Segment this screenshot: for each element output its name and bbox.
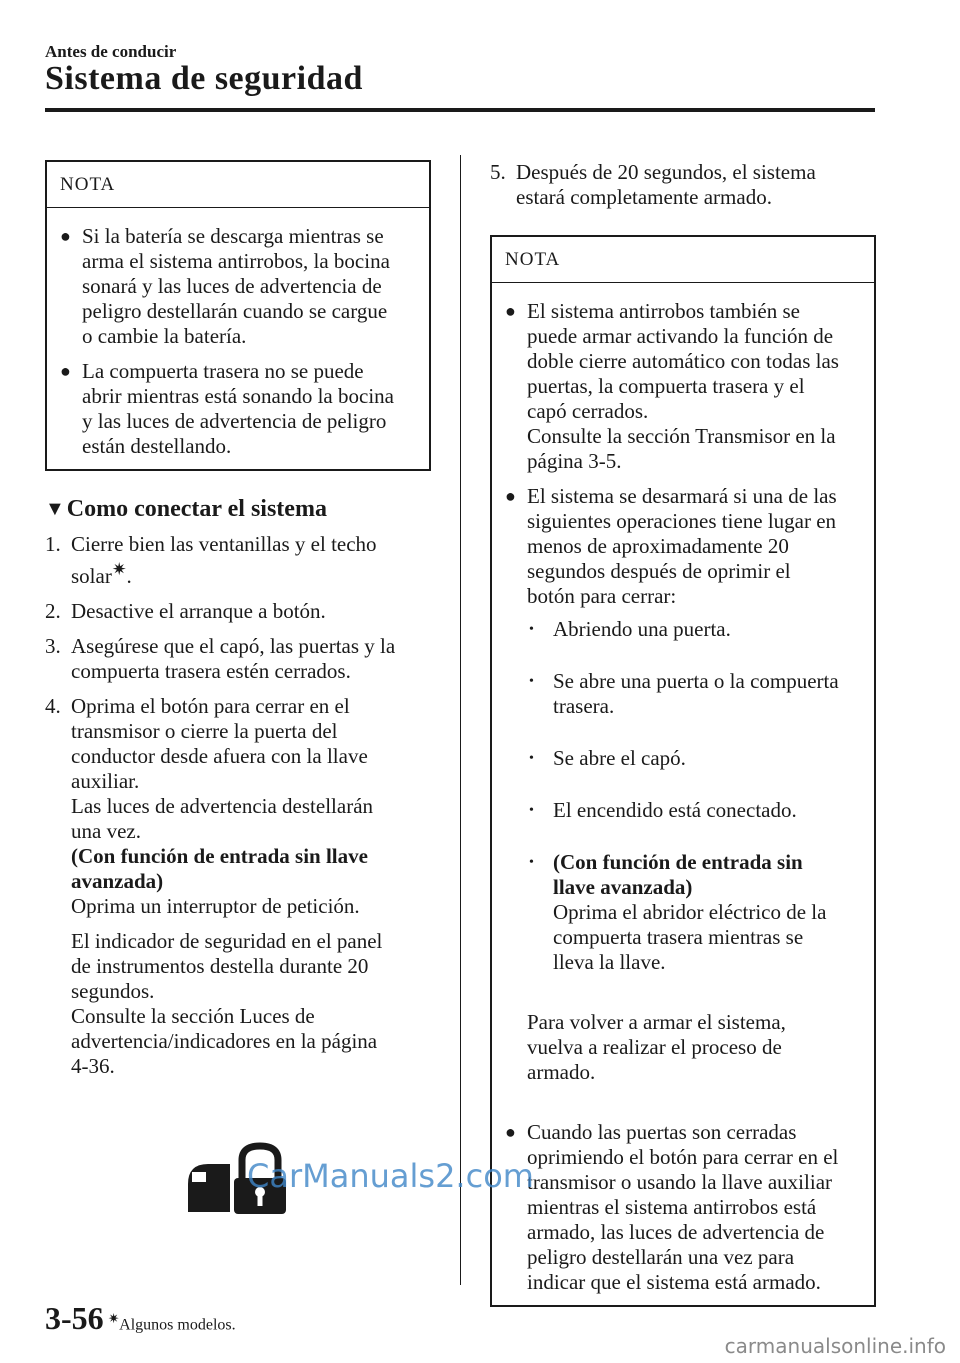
- bold-condition: (Con función de entrada sin llave avanzada): [71, 844, 368, 893]
- step-number: 2.: [45, 599, 61, 623]
- left-column: [45, 160, 431, 1079]
- note-bullet-text: El sistema antirrobos también se puede armar activando la función de doble cierre automático con todas las puertas, la compuerta trasera y el capó cerrados. Consulte la sección Transmisor en la página 3-5.: [527, 299, 839, 473]
- step-text: Cierre bien las ventanillas y el techo solar✷.: [71, 532, 377, 588]
- site-watermark: carmanualsonline.info: [724, 1334, 946, 1358]
- note-bullet-text: Cuando las puertas son cerradas oprimiendo el botón para cerrar en el transmisor o usando la llave auxiliar mientras el sistema antirrobos está armado, las luces de advertencia de peligro destellarán una vez para indicar que el sistema está armado.: [527, 1120, 839, 1294]
- bullet-icon: •: [529, 622, 534, 637]
- sub-item: • El encendido está conectado.: [529, 798, 797, 822]
- asterisk-icon: ✷: [108, 1311, 120, 1326]
- bullet-icon: •: [529, 803, 534, 818]
- note-label: NOTA: [47, 162, 429, 208]
- note-body: [47, 208, 429, 469]
- step-number: 1.: [45, 532, 61, 556]
- note-bullet: [505, 299, 864, 474]
- step-item: [45, 599, 431, 624]
- bullet-icon: •: [529, 855, 534, 870]
- note-label: NOTA: [492, 237, 874, 283]
- note-bullet-text: Si la batería se descarga mientras se arma el sistema antirrobos, la bocina sonará y las luces de advertencia de peligro destellarán cuando se cargue o cambie la batería.: [82, 224, 390, 348]
- note-bullet: [60, 224, 419, 349]
- section-heading: [45, 497, 431, 522]
- page-number: 3-56: [45, 1300, 104, 1336]
- section-label: Antes de conducir: [45, 42, 177, 61]
- note-bullet: [505, 1120, 864, 1295]
- bullet-icon: ●: [60, 361, 71, 381]
- sub-item: • Se abre una puerta o la compuerta trasera.: [529, 669, 839, 718]
- footnote: ✷Algunos modelos.: [108, 1311, 236, 1334]
- step-item: [45, 694, 431, 1079]
- note-body: [492, 283, 874, 1305]
- step-item: [490, 160, 876, 210]
- note-bullet: [505, 484, 864, 1110]
- note-box: [45, 160, 431, 471]
- bullet-icon: •: [529, 674, 534, 689]
- header-rule: [45, 108, 875, 112]
- note-bullet-text: El sistema se desarmará si una de las siguientes operaciones tiene lugar en menos de aproximadamente 20 segundos después de oprimir el botón para cerrar: • Abriendo una puerta. • Se abre una puerta o la compuerta trasera. • Se abre el capó. • El encendido está conectado. • (Con función de entrada sin llave avanzada) Oprima el abridor eléctrico de la compuerta trasera mientras se lleva la llave. Para volver a armar el sistema, vuelva a realizar el proceso de armado.: [527, 484, 864, 1110]
- bold-condition: (Con función de entrada sin llave avanzada): [553, 850, 803, 899]
- step-number: 4.: [45, 694, 61, 718]
- note-bullet: [60, 359, 419, 459]
- step-item: [45, 634, 431, 684]
- sub-item: • Se abre el capó.: [529, 746, 686, 770]
- triangle-down-icon: ▼: [45, 498, 65, 520]
- step-text: Asegúrese que el capó, las puertas y la compuerta trasera estén cerrados.: [71, 634, 396, 683]
- step-number: 5.: [490, 160, 506, 184]
- right-column: [490, 160, 876, 1307]
- watermark: CarManuals2.com: [247, 1157, 534, 1195]
- bullet-icon: ●: [60, 226, 71, 246]
- asterisk-icon: ✷: [111, 559, 127, 579]
- note-bullet-text: La compuerta trasera no se puede abrir mientras está sonando la bocina y las luces de advertencia de peligro están destellando.: [82, 359, 394, 458]
- section-heading-text: Como conectar el sistema: [66, 496, 327, 522]
- bullet-icon: ●: [505, 301, 516, 321]
- bullet-icon: ●: [505, 486, 516, 506]
- note-paragraph: Para volver a armar el sistema, vuelva a realizar el proceso de armado.: [527, 1010, 786, 1084]
- bullet-icon: •: [529, 751, 534, 766]
- note-box: [490, 235, 876, 1307]
- step-number: 3.: [45, 634, 61, 658]
- step-text: Oprima el botón para cerrar en el transmisor o cierre la puerta del conductor desde afuera con la llave auxiliar. Las luces de advertencia destellarán una vez. (Con función de entrada sin llave avanzada) Oprima un interruptor de petición. El indicador de seguridad en el panel de instrumentos destella durante 20 segundos. Consulte la sección Luces de advertencia/indicadores en la página 4-36.: [71, 694, 431, 1079]
- column-divider: [460, 155, 461, 1285]
- page-title: Sistema de seguridad: [45, 60, 363, 97]
- step-text: Desactive el arranque a botón.: [71, 599, 326, 623]
- sub-item: • Abriendo una puerta.: [529, 617, 731, 641]
- bullet-icon: ●: [505, 1122, 516, 1142]
- step-item: [45, 532, 431, 589]
- step-text: Después de 20 segundos, el sistema estará completamente armado.: [516, 160, 816, 209]
- sub-item: • (Con función de entrada sin llave avanzada) Oprima el abridor eléctrico de la compuerta trasera mientras se lleva la llave.: [527, 850, 864, 975]
